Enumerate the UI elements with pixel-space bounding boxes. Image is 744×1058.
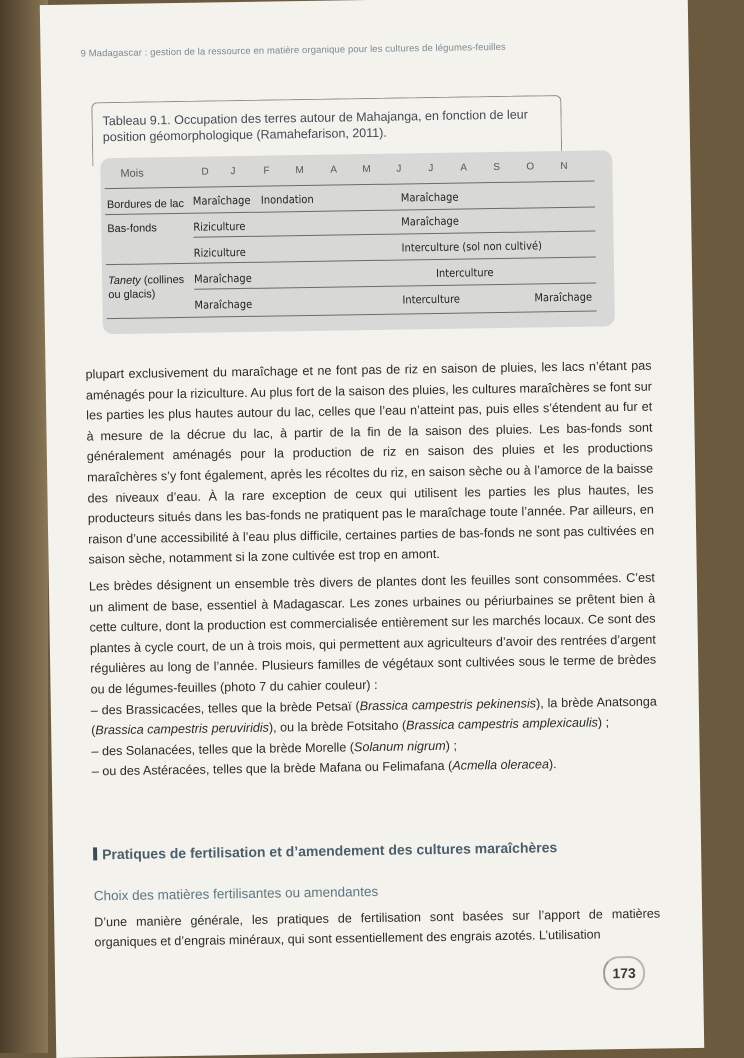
month-cell: J [396, 163, 402, 175]
land-use-table [100, 150, 615, 334]
list-text: ), ou la brède Fotsitaho ( [268, 718, 407, 735]
list-text: ) ; [597, 715, 610, 730]
table-rule [107, 310, 597, 319]
species-name: Solanum nigrum [353, 738, 446, 754]
table-cell: Maraîchage [193, 271, 252, 286]
month-header-row [100, 158, 612, 184]
table-cell: Interculture [402, 292, 461, 307]
row-label-tanety-italic: Tanety [108, 274, 141, 288]
running-head: 9 Madagascar : gestion de la ressource en matière organique pour les cultures de légumes-feuilles [80, 41, 506, 60]
month-cell: F [263, 165, 270, 177]
table-block [91, 94, 615, 334]
species-name: Brassica campestris peruviridis [95, 720, 270, 738]
table-cell: Maraîchage [192, 193, 251, 208]
month-header-label: Mois [120, 167, 144, 180]
row-label-tanety-rest: (collines [140, 273, 185, 287]
table-cell: Interculture [435, 266, 494, 280]
book-page [40, 0, 704, 1058]
month-cell: M [362, 163, 371, 176]
table-cell: Inondation [260, 192, 314, 207]
list-text: ). [548, 757, 557, 772]
row-label-tanety-line2: ou glacis) [108, 288, 156, 302]
section-heading-text: Pratiques de fertilisation et d’amendement des cultures maraîchères [101, 839, 558, 863]
species-name: Brassica campestris pekinensis [359, 695, 537, 713]
table-cell: Riziculture [193, 245, 246, 260]
table-caption: Tableau 9.1. Occupation des terres autour de Mahajanga, en fonction de leur position géomorphologique (Ramahefarison, 2011). [91, 95, 562, 166]
table-rule [194, 282, 596, 289]
subheading: Choix des matières fertilisantes ou amendantes [93, 883, 379, 904]
table-cell: Maraîchage [194, 297, 253, 312]
table-cell: Maraîchage [401, 214, 459, 229]
list-text: – des Solanacées, telles que la brède Morelle ( [91, 739, 355, 759]
page-number: 173 [603, 956, 646, 991]
row-label-lake-shores: Bordures de lac [106, 197, 185, 212]
table-cell: Riziculture [193, 219, 246, 234]
month-cell: J [230, 166, 236, 178]
month-cell: A [460, 162, 468, 174]
species-name: Brassica campestris amplexicaulis [406, 715, 598, 733]
section-heading [93, 838, 659, 863]
table-rule [193, 230, 595, 237]
month-cell: S [493, 161, 501, 174]
book-binding-edge [0, 0, 48, 1053]
table-rule [106, 256, 596, 265]
table-cell: Interculture (sol non cultivé) [401, 239, 542, 255]
species-name: Acmella oleracea [452, 757, 550, 774]
list-text: – des Brassicacées, telles que la brède Petsaï ( [90, 698, 360, 717]
paragraph-fertilisation: D’une manière générale, les pratiques de fertilisation sont basées sur l’apport de matières organiques et d’engrais minéraux, qui sont essentiellement des engrais azotés. L’utilisation [94, 906, 661, 950]
paragraph-lowlands: plupart exclusivement du maraîchage et ne font pas de riz en saison de pluies, les lacs n’étant pas aménagés pour la riziculture. Au plus fort de la saison des pluies, les cultures maraîchères se font sur les parties les plus hautes autour du lac, celles que l’eau n’atteint pas, puis elles s’étendent au fur et à mesure de la décrue du lac, à partir de la fin de la saison des pluies. Les bas-fonds sont généralement aménagés pour la production de riz en saison des pluies et les productions maraîchères s’y font également, après les récoltes du riz, en saison sèche ou à l’amorce de la baisse des niveaux d’eau. À la rare exception de ceux qui utilisent les parties les plus hautes, les producteurs situés dans les bas-fonds ne pratiquent pas le maraîchage toute l’année. Par ailleurs, en raison d’une accessibilité à l’eau plus difficile, certaines parties de bas-fonds ne sont pas cultivées en saison sèche, notamment si la zone cultivée est trop en amont. [85, 358, 655, 567]
month-cell: O [526, 161, 535, 173]
table-cell: Maraîchage [400, 190, 459, 205]
month-cell: A [330, 164, 338, 176]
row-label-tanety [108, 273, 184, 302]
list-text: ) ; [445, 738, 457, 753]
paragraph-bredes: Les brèdes désignent un ensemble très divers de plantes dont les feuilles sont consommées. C’est un aliment de base, essentiel à Madagascar. Les zones urbaines ou périurbaines se prêtent bien à cette culture, dont la production est commercialisée entièrement sur les marchés locaux. Ce sont des plantes à cycle court, de un à trois mois, qui permettent aux agriculteurs d’avoir des rentrées d’argent régulières au long de l’année. Plusieurs familles de végétaux sont cultivées sous le terme de brèdes ou de légumes-feuilles (photo 7 du cahier couleur) : [88, 570, 657, 697]
month-cell: N [560, 160, 568, 172]
heading-bar-icon [93, 847, 97, 860]
list-text: ), la brède Anatsonga ( [91, 694, 657, 738]
month-cell: M [295, 165, 304, 177]
table-cell: Maraîchage [534, 290, 593, 305]
month-cell: J [428, 162, 434, 175]
body-text [85, 356, 657, 783]
row-label-lowlands: Bas-fonds [107, 222, 157, 236]
list-text: – ou des Astéracées, telles que la brède Mafana ou Felimafana ( [91, 759, 453, 779]
month-cell: D [201, 166, 209, 178]
